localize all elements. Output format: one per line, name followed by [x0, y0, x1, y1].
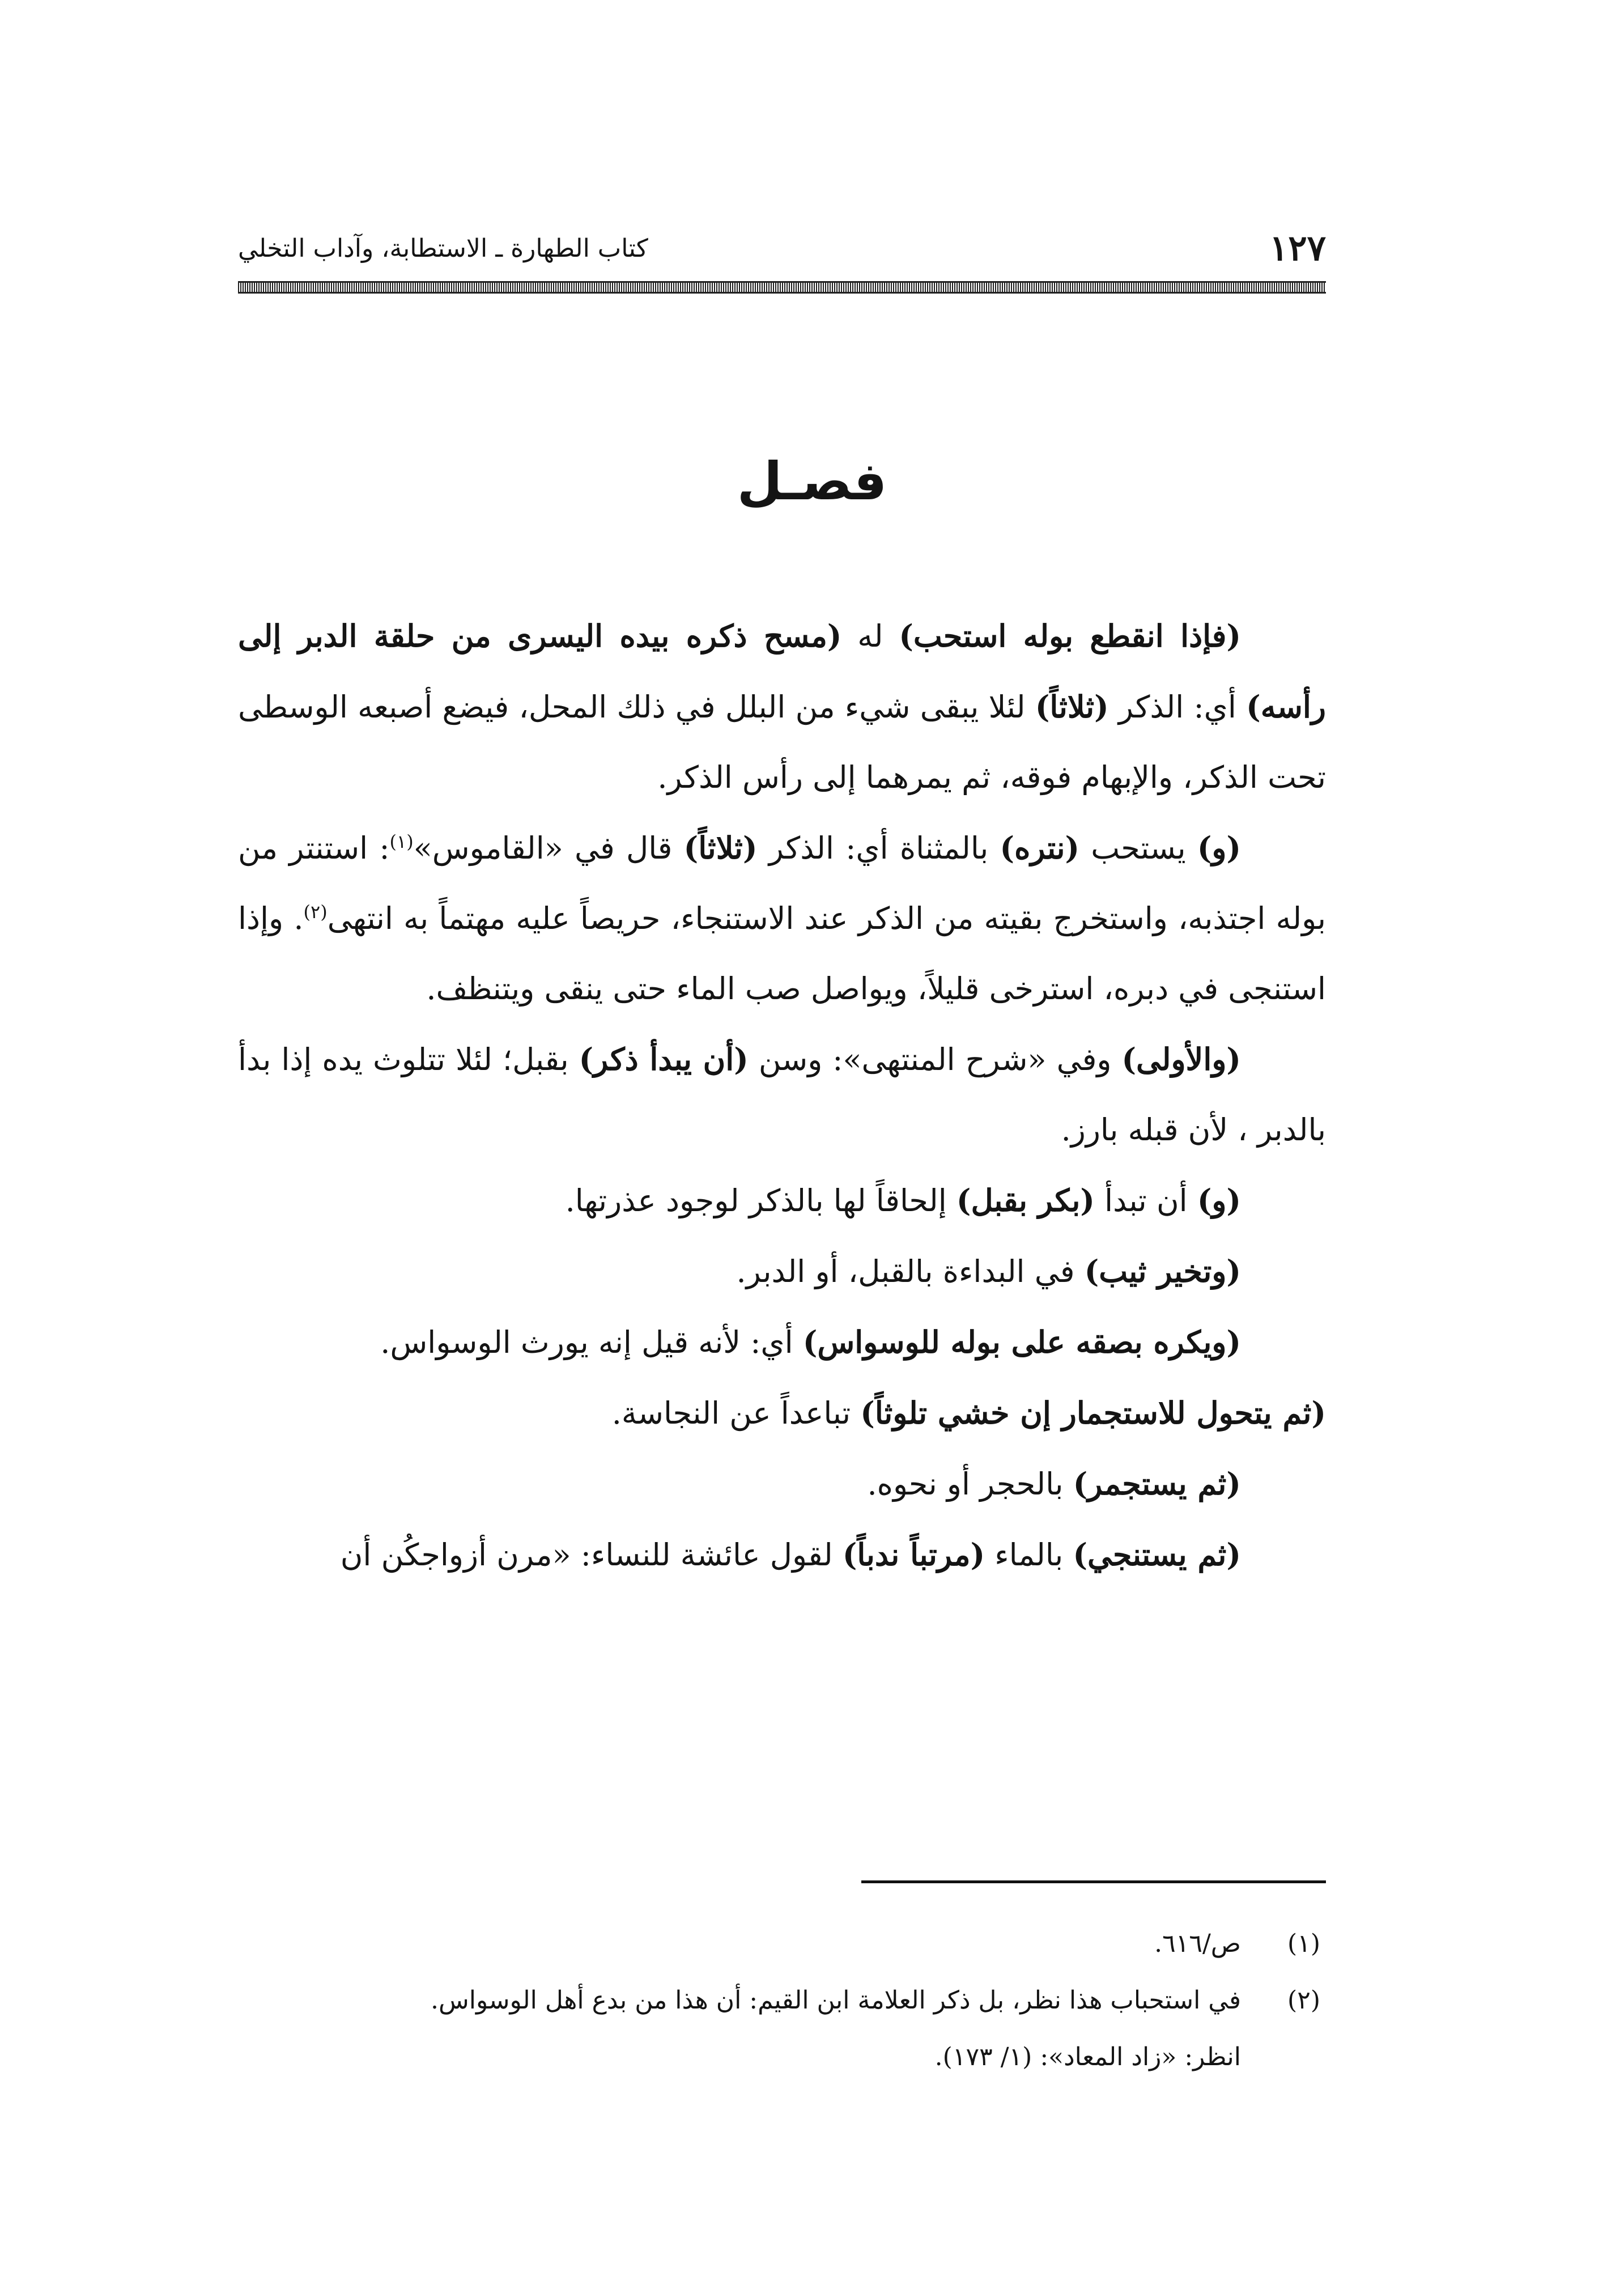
- footnote-marker[interactable]: (٢): [303, 901, 328, 923]
- sharh-text: : استنتر من بوله اجتذبه، واستخرج بقيته من الذكر عند الاستنجاء، حريصاً عليه مهتماً به انتهى: [238, 830, 1326, 936]
- matn-text: (وتخير ثيب): [1084, 1253, 1241, 1289]
- sharh-text: بالماء: [985, 1537, 1073, 1573]
- sharh-text: بالمثناة أي: الذكر: [757, 830, 1000, 866]
- sharh-text: وفي «شرح المنتهى»: وسن: [748, 1042, 1122, 1077]
- footnote-text: في استحباب هذا نظر، بل ذكر العلامة ابن القيم: أن هذا من بدع أهل الوسواس.: [431, 1986, 1241, 2015]
- sharh-text: له: [841, 618, 899, 654]
- matn-text: (و): [1197, 830, 1242, 866]
- paragraph-1: [238, 601, 1326, 813]
- matn-text: (نتره): [1000, 830, 1080, 866]
- matn-text: (ثم يتحول للاستجمار إن خشي تلوثاً): [860, 1395, 1326, 1431]
- footnote-marker[interactable]: (١): [389, 831, 414, 852]
- footnote-1: [238, 1916, 1326, 1972]
- sharh-text: أي: لأنه قيل إنه يورث الوسواس.: [380, 1324, 803, 1360]
- section-title: فصـل: [737, 451, 887, 512]
- matn-text: (ثم يستجمر): [1073, 1466, 1241, 1502]
- sharh-text: . وإذا استنجى في دبره، استرخى قليلاً، ويواصل صب الماء حتى ينقى ويتنظف.: [238, 901, 1326, 1007]
- running-header: [238, 226, 1326, 271]
- body-text: [238, 601, 1326, 1590]
- paragraph-8: [238, 1449, 1326, 1519]
- sharh-text: قال في «القاموس»: [413, 830, 684, 866]
- matn-text: (والأولى): [1121, 1041, 1241, 1077]
- sharh-text: إلحاقاً لها بالذكر لوجود عذرتها.: [565, 1183, 956, 1218]
- sharh-text: أن تبدأ: [1094, 1183, 1197, 1218]
- sharh-text: بالحجر أو نحوه.: [867, 1466, 1073, 1502]
- paragraph-2: [238, 813, 1326, 1024]
- matn-text: (و): [1197, 1182, 1241, 1218]
- sharh-text: في البداءة بالقبل، أو الدبر.: [736, 1254, 1085, 1289]
- header-rule: [238, 281, 1326, 294]
- footnote-2-continuation: انظر: «زاد المعاد»: (١/ ١٧٣).: [934, 2043, 1241, 2071]
- sharh-text: يستحب: [1079, 830, 1197, 866]
- sharh-text: أي: الذكر: [1108, 689, 1247, 725]
- footnotes: [238, 1916, 1326, 2086]
- footnote-text: ص/٦١٦.: [1154, 1929, 1241, 1958]
- footnote-number: (٢): [1287, 1986, 1320, 2015]
- paragraph-3: [238, 1024, 1326, 1165]
- matn-text: (ثلاثاً): [683, 830, 758, 866]
- page-number: ١٢٧: [1269, 227, 1326, 269]
- footnote-number: (١): [1287, 1929, 1320, 1958]
- running-header-title: كتاب الطهارة ـ الاستطابة، وآداب التخلي: [238, 234, 648, 263]
- paragraph-5: [238, 1236, 1326, 1307]
- matn-text: (ويكره بصقه على بوله للوسواس): [802, 1324, 1241, 1360]
- matn-text: (ثم يستنجي): [1073, 1536, 1241, 1573]
- matn-text: (مسح ذكره بيده اليسرى من حلقة الدبر إلى رأسه): [238, 618, 1326, 725]
- footnote-2: [238, 1972, 1326, 2029]
- matn-text: (أن يبدأ ذكر): [579, 1041, 749, 1077]
- sharh-text: لقول عائشة للنساء: «مرن أزواجكُن أن: [340, 1537, 843, 1573]
- paragraph-4: [238, 1165, 1326, 1236]
- matn-text: (فإذا انقطع بوله استحب): [899, 618, 1241, 654]
- sharh-text: بقبل؛ لئلا تتلوث يده إذا بدأ بالدبر ، لأن قبله بارز.: [238, 1042, 1326, 1148]
- matn-text: (ثلاثاً): [1035, 689, 1109, 725]
- sharh-text: لئلا يبقى شيء من البلل في ذلك المحل، فيضع أصبعه الوسطى تحت الذكر، والإبهام فوقه، ثم يمرهما إلى رأس الذكر.: [238, 689, 1326, 795]
- matn-text: (بكر بقبل): [956, 1182, 1095, 1218]
- footnote-separator: [861, 1880, 1326, 1883]
- paragraph-9: [238, 1519, 1326, 1590]
- paragraph-6: [238, 1307, 1326, 1378]
- paragraph-7: [238, 1378, 1326, 1449]
- sharh-text: تباعداً عن النجاسة.: [611, 1395, 861, 1431]
- matn-text: (مرتباً ندباً): [842, 1536, 985, 1573]
